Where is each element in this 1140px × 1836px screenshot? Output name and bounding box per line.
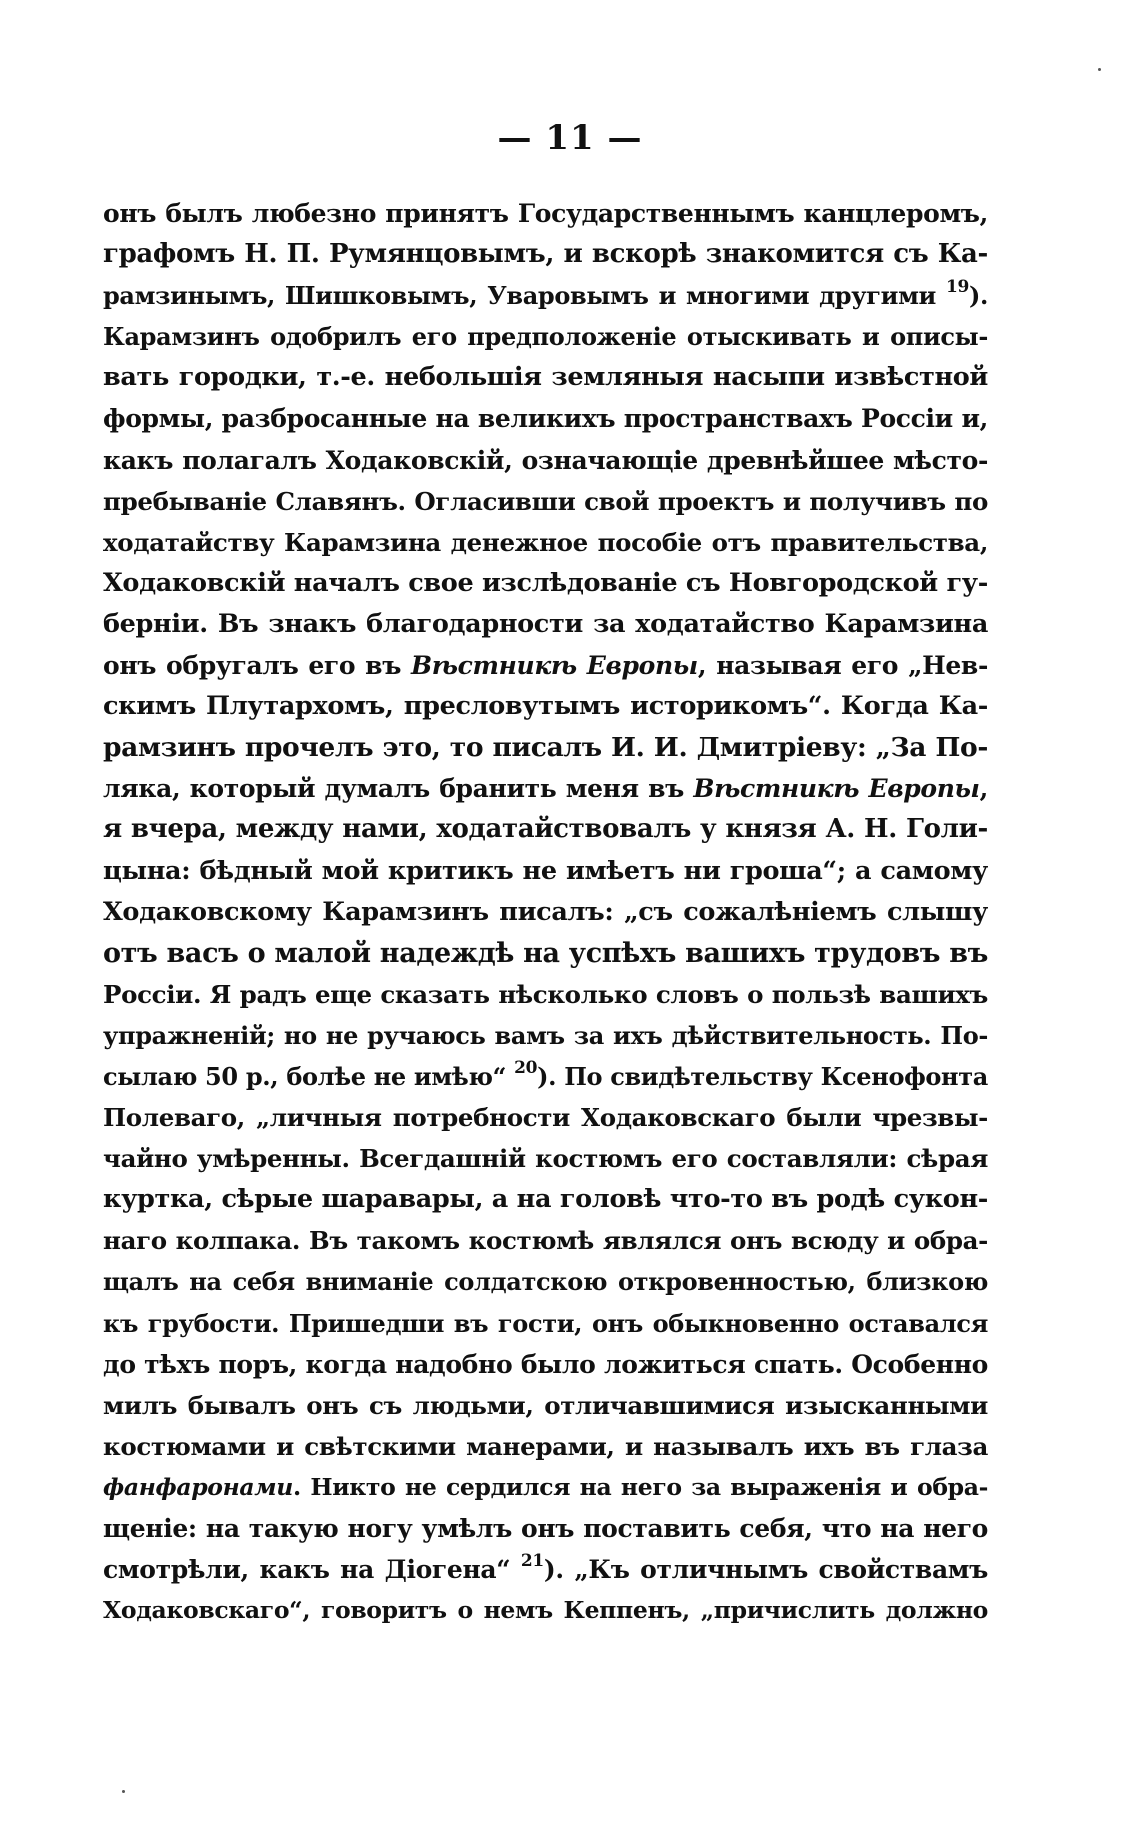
line-text: Полеваго, „личныя потребности Ходаковскаго были чрезвы-	[103, 1103, 988, 1133]
line-text: ).	[968, 281, 988, 311]
italic-text: Вѣстникѣ Европы	[410, 651, 698, 681]
footnote-ref: 19	[946, 277, 969, 298]
line-text: Ходаковскаго“, говоритъ о немъ Кеппенъ, „причислить должно	[103, 1596, 988, 1625]
line-text: я вчера, между нами, ходатайствовалъ у князя А. Н. Голи-	[103, 814, 988, 845]
text-line	[103, 727, 988, 768]
text-line	[103, 193, 988, 234]
line-text: пребываніе Славянъ. Огласивши свой проектъ и получивъ по	[103, 486, 988, 516]
line-text: графомъ Н. П. Румянцовымъ, и вскорѣ знакомится съ Ка-	[103, 239, 988, 270]
line-text: куртка, сѣрые шаравары, а на головѣ что-то въ родѣ сукон-	[103, 1184, 988, 1215]
text-line	[103, 1426, 988, 1467]
line-text: щалъ на себя вниманіе солдатскою откровенностью, близкою	[103, 1267, 988, 1297]
text-line	[103, 522, 988, 563]
text-line	[103, 1590, 988, 1631]
line-text: онъ былъ любезно принятъ Государственнымъ канцлеромъ,	[103, 199, 988, 228]
italic-text: Вѣстникѣ Европы	[693, 774, 980, 804]
text-line	[103, 1179, 988, 1220]
text-line	[103, 481, 988, 522]
text-line	[103, 1385, 988, 1426]
line-text: , называя его „Нев-	[697, 651, 988, 681]
line-text: ляка, который думалъ бранить меня въ	[103, 774, 694, 804]
text-line	[103, 1261, 988, 1302]
text-line	[103, 892, 988, 933]
line-text: костюмами и свѣтскими манерами, и называлъ ихъ въ глаза	[103, 1431, 988, 1461]
line-text: милъ бывалъ онъ съ людьми, отличавшимися изысканными	[103, 1390, 988, 1420]
line-text: Ходаковскій началъ свое изслѣдованіе съ Новгородской гу-	[103, 567, 988, 598]
line-text: вать городки, т.-е. небольшія земляныя насыпи извѣстной	[103, 362, 988, 393]
line-text: смотрѣли, какъ на Діогена“	[103, 1555, 521, 1585]
line-text: какъ полагалъ Ходаковскій, означающіе древнѣйшее мѣсто-	[103, 445, 988, 475]
line-text: ). По свидѣтельству Ксенофонта	[537, 1061, 988, 1091]
print-speck	[1098, 68, 1101, 71]
line-text: ). „Къ отличнымъ свойствамъ	[543, 1555, 988, 1585]
print-speck	[122, 1790, 125, 1793]
line-text: . Никто не сердился на него за выраженія и обра-	[293, 1472, 988, 1501]
line-text: рамзинъ прочелъ это, то писалъ И. И. Дмитріеву: „За По-	[103, 732, 988, 764]
line-text: Россіи. Я радъ еще сказать нѣсколько словъ о пользѣ вашихъ	[103, 979, 988, 1009]
text-line	[103, 1303, 988, 1344]
line-text: Карамзинъ одобрилъ его предположеніе отыскивать и описы-	[103, 322, 988, 352]
text-line	[103, 604, 988, 645]
line-text: наго колпака. Въ такомъ костюмѣ являлся онъ всюду и обра-	[103, 1226, 988, 1256]
text-line	[103, 234, 988, 275]
line-text: онъ обругалъ его въ	[103, 651, 411, 681]
line-text: къ грубости. Пришедши въ гости, онъ обыкновенно оставался	[103, 1308, 988, 1338]
text-line	[103, 398, 988, 439]
text-line	[103, 357, 988, 398]
line-text: щеніе: на такую ногу умѣлъ онъ поставить себя, что на него	[103, 1514, 988, 1543]
text-line	[103, 1344, 988, 1385]
line-text: ходатайству Карамзина денежное пособіе отъ правительства,	[103, 527, 988, 557]
text-line	[103, 933, 988, 974]
text-line	[103, 1220, 988, 1261]
line-text: чайно умѣренны. Всегдашній костюмъ его составляли: сѣрая	[103, 1144, 988, 1174]
text-line	[103, 974, 988, 1015]
text-line	[103, 809, 988, 850]
text-line	[103, 316, 988, 357]
text-line	[103, 1097, 988, 1138]
text-line	[103, 1138, 988, 1179]
text-line	[103, 1015, 988, 1056]
italic-text: фанфаронами	[103, 1472, 294, 1501]
line-text: цына: бѣдный мой критикъ не имѣетъ ни гроша“; а самому	[103, 855, 988, 886]
line-text: упражненій; но не ручаюсь вамъ за ихъ дѣйствительность. По-	[103, 1020, 988, 1050]
text-line	[103, 851, 988, 892]
footnote-ref: 20	[514, 1057, 538, 1078]
text-line	[103, 686, 988, 727]
text-line	[103, 768, 988, 809]
line-text: Ходаковскому Карамзинъ писалъ: „съ сожалѣніемъ слышу	[103, 896, 988, 927]
line-text: рамзинымъ, Шишковымъ, Уваровымъ и многими другими	[103, 281, 947, 311]
line-text: сылаю 50 р., болѣе не имѣю“	[103, 1061, 515, 1091]
line-text: берніи. Въ знакъ благодарности за ходатайство Карамзина	[103, 608, 988, 639]
text-line	[103, 1467, 988, 1508]
line-text: формы, разбросанные на великихъ пространствахъ Россіи и,	[103, 404, 988, 434]
text-line	[103, 645, 988, 686]
line-text: скимъ Плутархомъ, пресловутымъ историкомъ“. Когда Ка-	[103, 691, 988, 722]
page-number: — 11 —	[497, 118, 643, 158]
footnote-ref: 21	[520, 1551, 544, 1572]
text-line	[103, 440, 988, 481]
text-line	[103, 275, 988, 316]
body-text	[103, 193, 988, 1631]
line-text: отъ васъ о малой надеждѣ на успѣхъ вашихъ трудовъ въ	[103, 937, 988, 969]
text-line	[103, 563, 988, 604]
line-text: до тѣхъ поръ, когда надобно было ложиться спать. Особенно	[103, 1349, 988, 1379]
text-line	[103, 1508, 988, 1549]
line-text: ,	[979, 774, 988, 804]
text-line	[103, 1549, 988, 1590]
text-line	[103, 1056, 988, 1097]
